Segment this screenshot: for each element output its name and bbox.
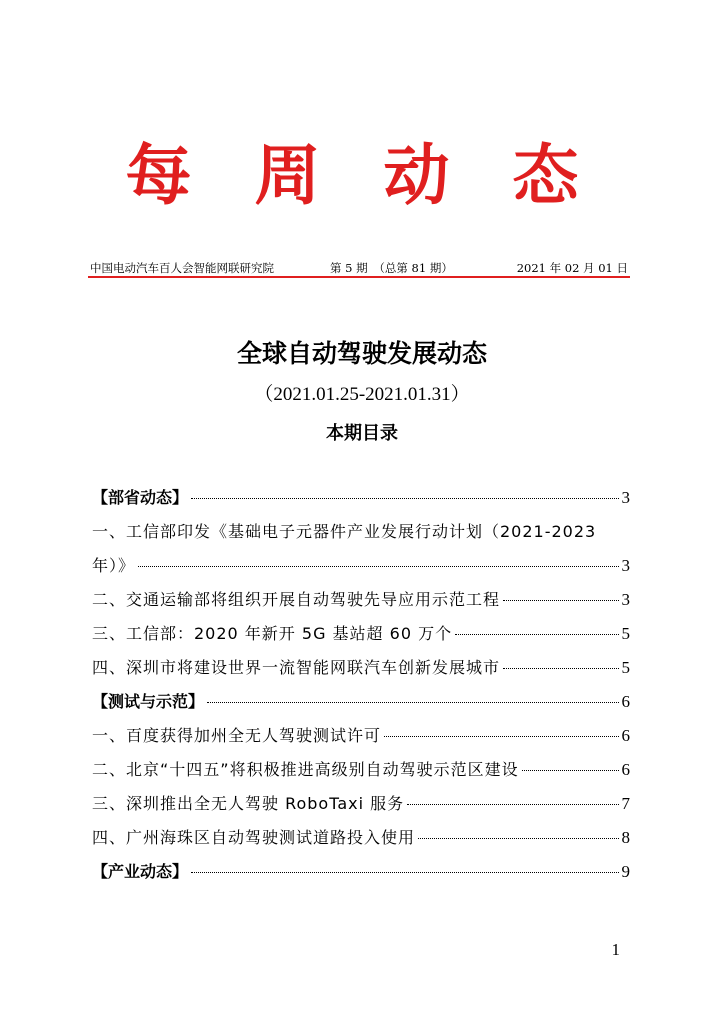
toc-label: 二、交通运输部将组织开展自动驾驶先导应用示范工程 [92, 590, 501, 609]
toc-entry-section-testing[interactable] [92, 685, 630, 719]
toc-leader-dots [207, 701, 618, 703]
toc-entry-section-industry[interactable] [92, 855, 630, 889]
table-of-contents [92, 481, 630, 889]
toc-entry-transport-pilot[interactable] [92, 583, 630, 617]
toc-leader-dots [138, 565, 618, 567]
toc-label: 四、深圳市将建设世界一流智能网联汽车创新发展城市 [92, 658, 501, 677]
toc-label: 二、北京“十四五”将积极推进高级别自动驾驶示范区建设 [92, 760, 519, 779]
toc-leader-dots [407, 803, 618, 805]
toc-entry-shenzhen-robotaxi[interactable] [92, 787, 630, 821]
toc-entry-baidu-permit[interactable] [92, 719, 630, 753]
toc-label: 【产业动态】 [92, 862, 189, 881]
toc-leader-dots [503, 667, 618, 669]
toc-entry-electronic-components-plan[interactable] [92, 515, 630, 583]
toc-page-number: 9 [621, 862, 630, 881]
toc-leader-dots [384, 735, 618, 737]
toc-label: 【部省动态】 [92, 488, 189, 507]
issue-date: 2021 年 02 月 01 日 [516, 261, 628, 275]
toc-page-number: 3 [621, 590, 630, 609]
toc-heading: 本期目录 [326, 423, 398, 444]
toc-label: 一、百度获得加州全无人驾驶测试许可 [92, 726, 382, 745]
toc-entry-section-ministry[interactable] [92, 481, 630, 515]
toc-leader-dots [522, 769, 619, 771]
toc-page-number: 6 [621, 760, 630, 779]
toc-page-number: 5 [621, 624, 630, 643]
toc-page-number: 7 [621, 794, 630, 813]
toc-leader-dots [191, 497, 618, 499]
toc-entry-beijing-demo-zone[interactable] [92, 753, 630, 787]
toc-leader-dots [191, 871, 618, 873]
organization-name: 中国电动汽车百人会智能网联研究院 [90, 261, 274, 275]
document-title: 全球自动驾驶发展动态 [236, 339, 487, 368]
toc-leader-dots [503, 599, 618, 601]
toc-leader-dots [455, 633, 618, 635]
page-number: 1 [611, 940, 620, 959]
toc-label: 三、深圳推出全无人驾驶 RoboTaxi 服务 [92, 794, 405, 813]
toc-leader-dots [418, 837, 618, 839]
toc-page-number: 8 [621, 828, 630, 847]
header-rule [88, 276, 630, 278]
toc-label: 【测试与示范】 [92, 692, 205, 711]
toc-page-number: 6 [621, 692, 630, 711]
issue-header [90, 260, 628, 276]
toc-page-number: 3 [621, 556, 630, 575]
toc-entry-5g-stations[interactable] [92, 617, 630, 651]
toc-page-number: 5 [621, 658, 630, 677]
toc-label: 四、广州海珠区自动驾驶测试道路投入使用 [92, 828, 416, 847]
toc-entry-guangzhou-test-roads[interactable] [92, 821, 630, 855]
toc-page-number: 3 [621, 488, 630, 507]
masthead-title: 每 周 动 态 [125, 136, 599, 214]
toc-label: 三、工信部：2020 年新开 5G 基站超 60 万个 [92, 624, 453, 643]
toc-entry-shenzhen-city[interactable] [92, 651, 630, 685]
toc-page-number: 6 [621, 726, 630, 745]
date-range: （2021.01.25-2021.01.31） [254, 384, 470, 405]
issue-number: 第 5 期 （总第 81 期） [330, 261, 453, 275]
toc-label: 年）》 [92, 556, 136, 575]
toc-label-line: 一、工信部印发《基础电子元器件产业发展行动计划（2021-2023 [92, 522, 597, 541]
